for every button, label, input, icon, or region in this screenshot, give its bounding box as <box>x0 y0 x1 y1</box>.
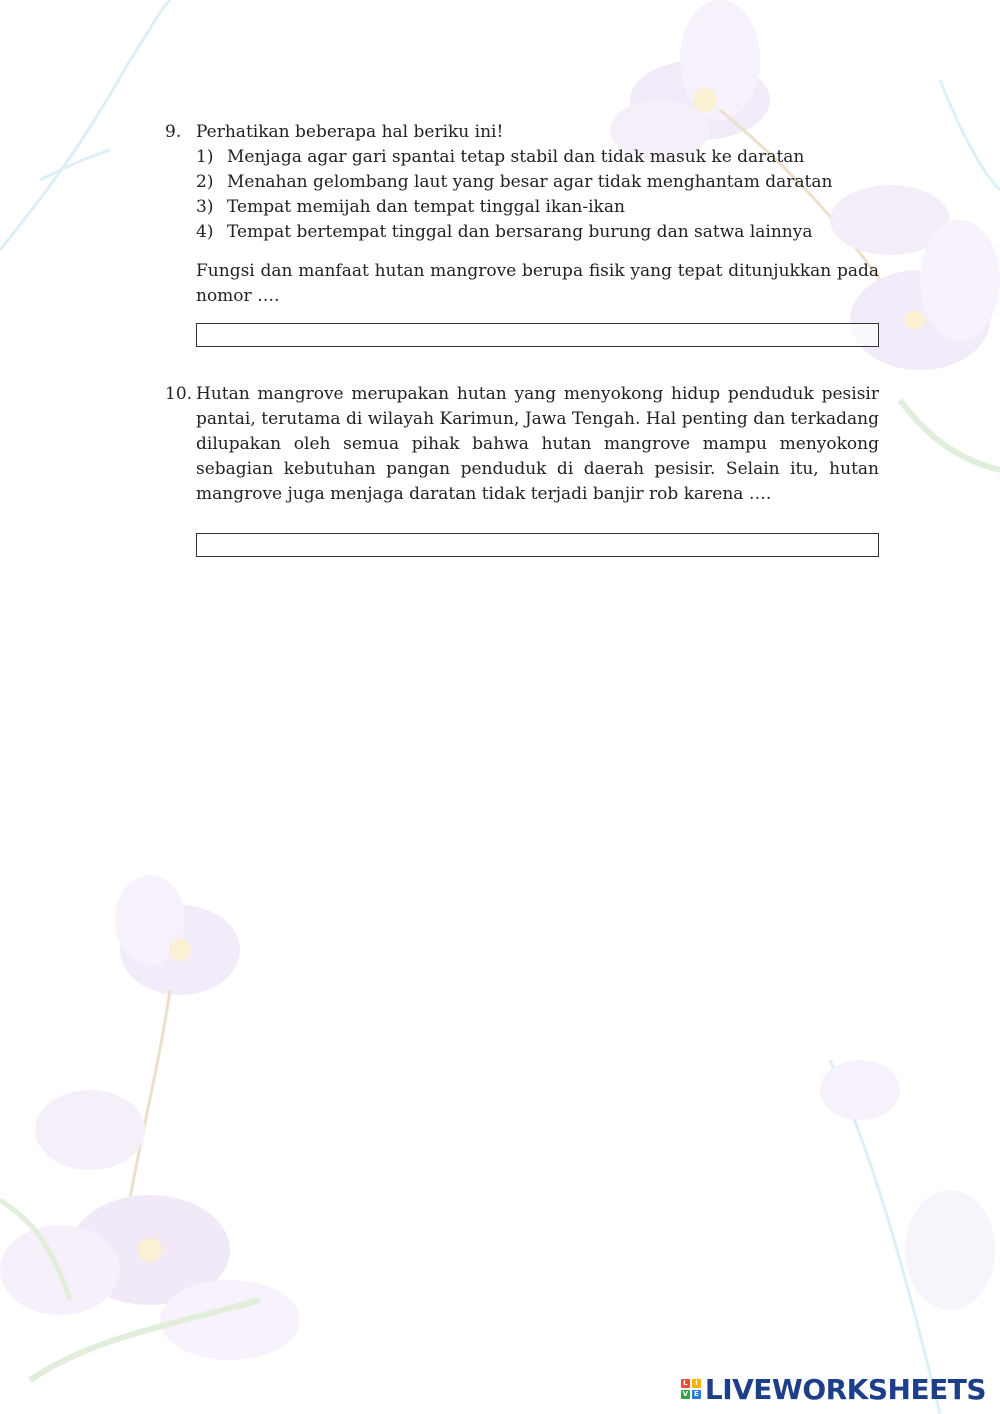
flower-bottom-left <box>0 875 300 1380</box>
item-number: 1) <box>196 147 214 167</box>
flower-bottom-right <box>820 1060 995 1414</box>
item-number: 4) <box>196 222 214 242</box>
question-prompt: Hutan mangrove merupakan hutan yang menyokong hidup penduduk pesisir pantai, terutama di wilayah Karimun, Jawa Tengah. Hal penting dan terkadang dilupakan oleh semua pihak bahwa hutan mangrove mampu menyokong sebagian kebutuhan pangan penduduk di daerah pesisir. Selain itu, hutan mangrove juga menjaga daratan tidak terjadi banjir rob karena …. <box>196 384 879 504</box>
list-item <box>196 170 879 195</box>
brand-mark-letter: E <box>692 1390 701 1399</box>
question-number: 9. <box>165 122 182 142</box>
item-text: Tempat memijah dan tempat tinggal ikan-ikan <box>227 197 625 217</box>
list-item <box>196 220 879 245</box>
brand-mark-icon <box>681 1379 701 1399</box>
item-text: Menjaga agar gari spantai tetap stabil dan tidak masuk ke daratan <box>227 147 805 167</box>
question-9 <box>165 120 879 347</box>
question-intro: Perhatikan beberapa hal beriku ini! <box>196 122 504 142</box>
question-prompt: Fungsi dan manfaat hutan mangrove berupa fisik yang tepat ditunjukkan pada nomor …. <box>196 261 879 306</box>
list-item <box>196 145 879 170</box>
answer-box-9[interactable] <box>196 323 879 347</box>
liveworksheets-logo <box>681 1374 986 1404</box>
statement-list <box>196 145 879 245</box>
brand-mark-letter: L <box>681 1379 690 1388</box>
item-number: 2) <box>196 172 214 192</box>
question-number: 10. <box>165 384 193 404</box>
brand-name: LIVEWORKSHEETS <box>704 1372 986 1406</box>
item-text: Tempat bertempat tinggal dan bersarang burung dan satwa lainnya <box>227 222 813 242</box>
brand-mark-letter: I <box>692 1379 701 1388</box>
brand-mark-letter: V <box>682 1390 689 1398</box>
item-text: Menahan gelombang laut yang besar agar tidak menghantam daratan <box>227 172 833 192</box>
answer-box-10[interactable] <box>196 533 879 557</box>
item-number: 3) <box>196 197 214 217</box>
question-10 <box>165 382 879 557</box>
flower-top-left-stem <box>0 0 170 250</box>
list-item <box>196 195 879 220</box>
